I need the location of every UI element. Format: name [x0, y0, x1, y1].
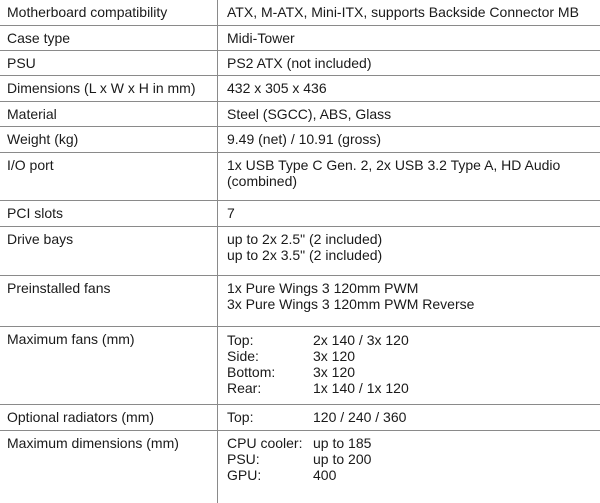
spec-row-preinstalled-fans [0, 276, 600, 327]
spec-value [227, 280, 474, 312]
spec-row-maximum-dimensions [0, 431, 600, 503]
spec-row-pci-slots [0, 201, 600, 227]
spec-label: Material [7, 106, 57, 122]
spec-kv-value: 3x 120 [313, 364, 356, 380]
spec-label: PSU [7, 55, 36, 71]
spec-label: Case type [7, 30, 71, 46]
spec-kv-key: PSU: [227, 451, 260, 467]
spec-value: 9.49 (net) / 10.91 (gross) [227, 131, 382, 147]
spec-kv-key: CPU cooler: [227, 435, 303, 451]
spec-kv-value: 120 / 240 / 360 [313, 409, 407, 425]
spec-value: 432 x 305 x 436 [227, 80, 327, 96]
spec-label: Weight (kg) [7, 131, 79, 147]
spec-value: Steel (SGCC), ABS, Glass [227, 106, 392, 122]
spec-value [227, 231, 382, 263]
spec-value-line: 3x Pure Wings 3 120mm PWM Reverse [227, 296, 475, 312]
spec-row-dimensions [0, 76, 600, 102]
spec-row-maximum-fans [0, 327, 600, 405]
spec-kv-value: 3x 120 [313, 348, 356, 364]
spec-value [227, 157, 560, 189]
spec-value-line: up to 2x 3.5" (2 included) [227, 247, 383, 263]
spec-value-line: (combined) [227, 173, 298, 189]
spec-label: Motherboard compatibility [7, 4, 168, 20]
spec-row-io-port [0, 153, 600, 201]
spec-row-psu [0, 51, 600, 76]
spec-row-weight [0, 127, 600, 153]
spec-value-line: 1x USB Type C Gen. 2, 2x USB 3.2 Type A, HD Audio [227, 157, 561, 173]
spec-kv-key: Rear: [227, 380, 262, 396]
spec-kv-value: up to 185 [313, 435, 372, 451]
spec-label: Maximum dimensions (mm) [7, 435, 179, 451]
spec-row-case-type [0, 26, 600, 51]
spec-kv-key: Top: [227, 409, 254, 425]
spec-kv-key: Side: [227, 348, 259, 364]
spec-label: Preinstalled fans [7, 280, 111, 296]
spec-row-material [0, 102, 600, 127]
spec-value-line: up to 2x 2.5" (2 included) [227, 231, 383, 247]
spec-kv-value: 2x 140 / 3x 120 [313, 332, 409, 348]
spec-value: ATX, M-ATX, Mini-ITX, supports Backside Connector MB [227, 4, 579, 20]
spec-row-drive-bays [0, 227, 600, 276]
column-divider [217, 0, 218, 503]
spec-label: Optional radiators (mm) [7, 409, 155, 425]
spec-value-line: 1x Pure Wings 3 120mm PWM [227, 280, 419, 296]
spec-label: Drive bays [7, 231, 74, 247]
spec-label: Maximum fans (mm) [7, 331, 135, 347]
spec-value: Midi-Tower [227, 30, 295, 46]
spec-value: 7 [227, 205, 235, 221]
spec-kv-key: GPU: [227, 467, 262, 483]
spec-kv-value: up to 200 [313, 451, 372, 467]
spec-value: PS2 ATX (not included) [227, 55, 372, 71]
spec-kv-value: 1x 140 / 1x 120 [313, 380, 409, 396]
spec-label: Dimensions (L x W x H in mm) [7, 80, 196, 96]
spec-kv-value: 400 [313, 467, 337, 483]
spec-label: PCI slots [7, 205, 64, 221]
spec-label: I/O port [7, 157, 54, 173]
spec-kv-key: Bottom: [227, 364, 276, 380]
spec-kv-key: Top: [227, 332, 254, 348]
spec-row-optional-radiators [0, 405, 600, 431]
spec-row-motherboard [0, 0, 600, 26]
